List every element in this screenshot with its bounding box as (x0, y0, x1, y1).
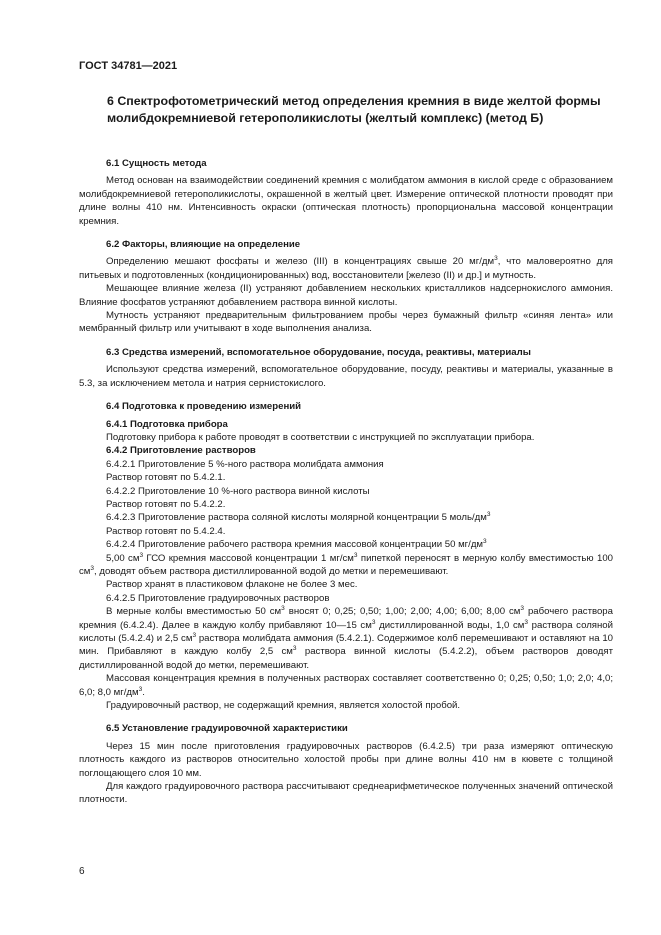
heading-6-5: 6.5 Установление градуировочной характеристики (106, 723, 348, 735)
item-6-4-2-5: 6.4.2.5 Приготовление градуировочных растворов (106, 592, 330, 604)
item-6-4-2-3-note: Раствор готовят по 5.4.2.4. (106, 525, 226, 537)
item-6-4-2-1: 6.4.2.1 Приготовление 5 %-ного раствора молибдата аммония (106, 458, 384, 470)
item-6-4-2-2: 6.4.2.2 Приготовление 10 %-ного раствора винной кислоты (106, 485, 370, 497)
heading-6-3: 6.3 Средства измерений, вспомогательное оборудование, посуда, реактивы, материалы (106, 346, 531, 358)
paragraph-6-2-1: Определению мешают фосфаты и железо (III) в концентрациях свыше 20 $мг/дм^3$, что маловероятно для питьевых и подготовленных (кондиционированных) вод, восстановители [железо (II) и др.] и мутность. (79, 255, 613, 281)
paragraph-6-4-2-4: 5,00 $см^3$ ГСО кремния массовой концентрации 1 $мг/см^3$ пипеткой переносят в мерную колбу вместимостью 100 $см^3$, доводят объем раствора дистиллированной водой до метки и перемешивают. (79, 551, 613, 577)
heading-6-2: 6.2 Факторы, влияющие на определение (106, 239, 301, 251)
paragraph-6-5-2: Для каждого градуировочного раствора рассчитывают среднеарифметическое полученных значений оптической плотности. (79, 781, 613, 806)
item-6-4-2-1-note: Раствор готовят по 5.4.2.1. (106, 472, 226, 484)
page-number: 6 (79, 866, 85, 877)
content-body (79, 157, 613, 807)
heading-6-1: 6.1 Сущность метода (106, 158, 207, 169)
paragraph-6-4-2-4-storage: Раствор хранят в пластиковом флаконе не более 3 мес. (106, 579, 358, 591)
heading-6-4-1: 6.4.1 Подготовка прибора (106, 418, 228, 430)
paragraph-6-2-2: Мешающее влияние железа (II) устраняют добавлением нескольких кристалликов надсернокислого аммония. Влияние фосфатов устраняют добавлением раствора винной кислоты. (79, 283, 613, 308)
item-6-4-2-2-note: Раствор готовят по 5.4.2.2. (106, 498, 226, 510)
item-6-4-2-4: 6.4.2.4 Приготовление рабочего раствора кремния массовой концентрации 50 $мг/дм^3$ (106, 538, 487, 551)
item-6-4-2-3: 6.4.2.3 Приготовление раствора соляной кислоты молярной концентрации 5 моль/$дм^3$ (106, 511, 491, 524)
heading-6-4-2: 6.4.2 Приготовление растворов (106, 445, 256, 457)
paragraph-6-4-2-5-concentration: Массовая концентрация кремния в полученных растворах составляет соответственно 0; 0,25; 0,50; 1,0; 2,0; 4,0; 6,0; 8,0 $мг/дм^3$. (79, 673, 613, 698)
paragraph-6-3: Используют средства измерений, вспомогательное оборудование, посуду, реактивы и материалы, указанные в 5.3, за исключением метола и натрия сернистокислого. (79, 364, 613, 389)
paragraph-6-2-3: Мутность устраняют предварительным фильтрованием пробы через бумажный фильтр «синяя лента» или мембранный фильтр или учитывают в ходе выполнения анализа. (79, 310, 613, 335)
paragraph-6-4-2-5: В мерные колбы вместимостью 50 $см^3$ вносят 0; 0,25; 0,50; 1,00; 2,00; 4,00; 6,00; 8,00 $см^3$ рабочего раствора кремния (6.4.2.4). Далее в каждую колбу прибавляют 10—15 $см^3$ дистиллированной воды, 1,0 $см^3$ раствора соляной кислоты (5.4.2.4) и 2,5 $см^3$ раствора молибдата аммония (5.4.2.1). Содержимое колб перемешивают и оставляют на 10 мин. Прибавляют в каждую колбу 2,5 $см^3$ раствора винной кислоты (5.4.2.2), объем растворов доводят дистиллированной водой до метки, перемешивают. (79, 605, 613, 671)
paragraph-6-4-1: Подготовку прибора к работе проводят в соответствии с инструкцией по эксплуатации прибора. (106, 431, 535, 443)
paragraph-6-4-2-5-blank: Градуировочный раствор, не содержащий кремния, является холостой пробой. (106, 700, 461, 712)
section-title: 6 Спектрофотометрический метод определения кремния в виде желтой формы молибдокремниевой гетерополикислоты (желтый комплекс) (метод Б) (107, 94, 601, 125)
paragraph-6-1: Метод основан на взаимодействии соединений кремния с молибдатом аммония в кислой среде с образованием молибдокремниевой гетерополикислоты, окрашенной в желтый цвет. Измерение оптической плотности проводят при длине волны 410 нм. Интенсивность окраски (оптическая плотность) пропорциональна массовой концентрации кремния. (79, 175, 613, 227)
standard-header: ГОСТ 34781—2021 (79, 60, 178, 72)
paragraph-6-5-1: Через 15 мин после приготовления градуировочных растворов (6.4.2.5) три раза измеряют оптическую плотность каждого из растворов относительно холостой пробы при длине волны 410 нм в кювете с толщиной поглощающего слоя 10 мм. (79, 740, 613, 779)
heading-6-4: 6.4 Подготовка к проведению измерений (106, 401, 302, 413)
